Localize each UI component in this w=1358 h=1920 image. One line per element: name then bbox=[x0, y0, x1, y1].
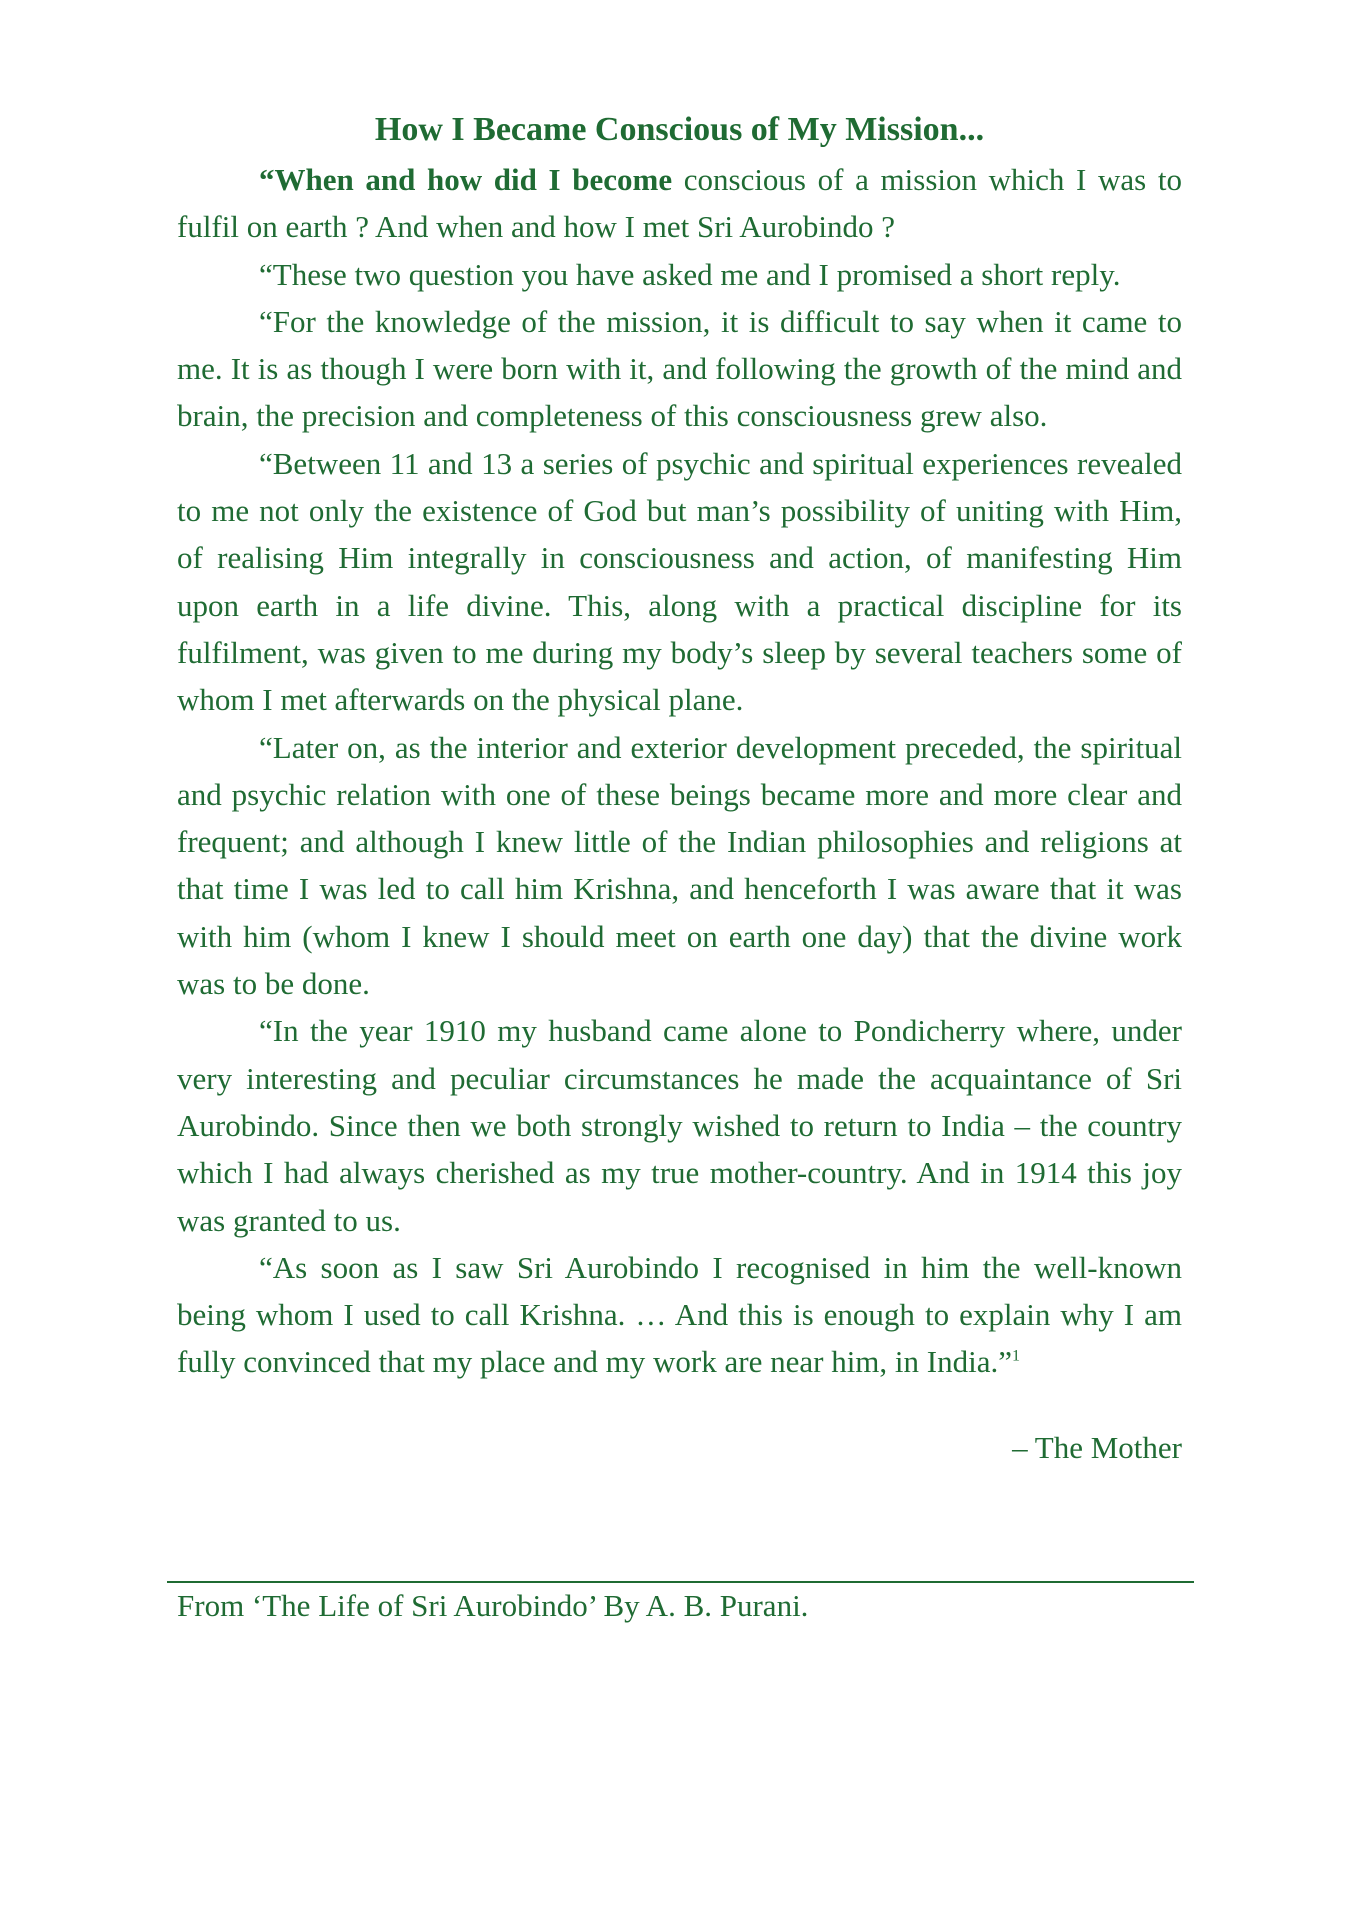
paragraph-7-text: “As soon as I saw Sri Aurobindo I recognised in him the well-known being whom I used to call Krishna. … And this is enough to explain why I am fully convinced that my place and my work are near him, in India.” bbox=[177, 1249, 1182, 1380]
paragraph-6: “In the year 1910 my husband came alone to Pondicherry where, under very interesting and peculiar circumstances he made the acquaintance of Sri Aurobindo. Since then we both strongly wished to return to India – the country which I had always cherished as my true mother-country. And in 1914 this joy was granted to us. bbox=[177, 1013, 1182, 1238]
footnote-marker: 1 bbox=[1012, 1348, 1020, 1366]
footnote-divider bbox=[167, 1581, 1194, 1583]
signature: – The Mother bbox=[1012, 1429, 1182, 1465]
paragraph-1-text: conscious of a mission which I was to fulfil on earth ? And when and how I met Sri Aurobindo ? bbox=[177, 162, 1182, 245]
paragraph-5: “Later on, as the interior and exterior development preceded, the spiritual and psychic relation with one of these beings became more and more clear and frequent; and although I knew little of the Indian philosophies and religions at that time I was led to call him Krishna, and henceforth I was aware that it was with him (whom I knew I should meet on earth one day) that the divine work was to be done. bbox=[177, 729, 1182, 1002]
document-page bbox=[177, 106, 1182, 1470]
paragraph-7 bbox=[177, 1244, 1182, 1386]
paragraph-1 bbox=[177, 156, 1182, 251]
paragraph-3: “For the knowledge of the mission, it is difficult to say when it came to me. It is as though I were born with it, and following the growth of the mind and brain, the precision and completeness of this consciousness grew also. bbox=[177, 303, 1182, 434]
paragraph-4: “Between 11 and 13 a series of psychic and spiritual experiences revealed to me not only the existence of God but man’s possibility of uniting with Him, of realising Him integrally in consciousness and action, of manifesting Him upon earth in a life divine. This, along with a practical discipline for its fulfilment, was given to me during my body’s sleep by several teachers some of whom I met afterwards on the physical plane. bbox=[177, 445, 1182, 718]
paragraph-1-lead: “When and how did I become bbox=[259, 162, 673, 197]
source-footnote: From ‘The Life of Sri Aurobindo’ By A. B. Purani. bbox=[177, 1588, 809, 1623]
page-title: How I Became Conscious of My Mission... bbox=[374, 111, 985, 148]
paragraph-2: “These two question you have asked me and I promised a short reply. bbox=[259, 256, 1121, 292]
